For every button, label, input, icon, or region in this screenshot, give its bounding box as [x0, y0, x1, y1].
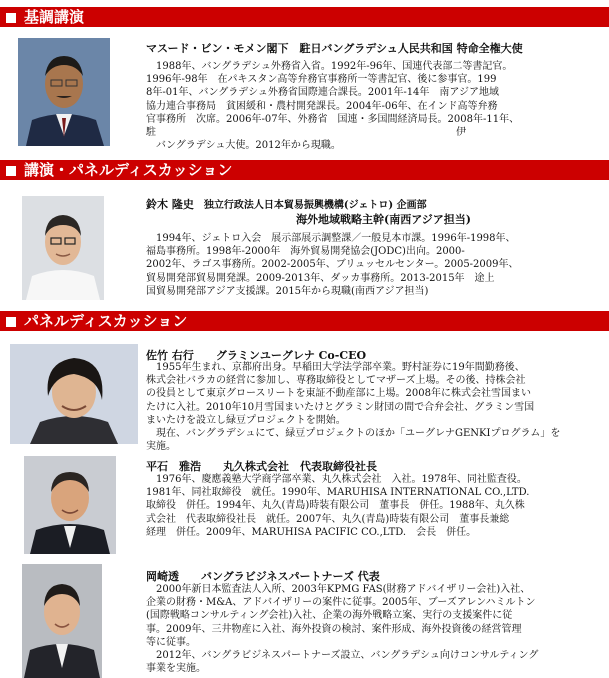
speaker-photo	[22, 564, 102, 678]
bio-line: 国貿易開発部アジア支援課。2015年から現職(南西アジア担当)	[146, 285, 429, 297]
bio-line: バングラデシュ大使。2012年から現職。	[146, 140, 341, 152]
bio-line: 経理 併任。2009年、MARUHISA PACIFIC CO.,LTD. 会長 併任。	[146, 526, 477, 538]
bio-line: 1988年、バングラデシュ外務省入省。1992年-96年、国連代表部二等書記官。	[146, 61, 513, 72]
bio-line: 企業の財務・M&A、アドバイザリーの案件に従事。2005年、ブーズアレンハミルトン	[146, 597, 536, 609]
bio-line: 株式会社バラカの経営に参加し、専務取締役としてマザーズ上場。その後、持株会社	[146, 375, 526, 387]
square-bullet-icon	[6, 13, 16, 23]
speaker-photo	[22, 196, 104, 300]
bio-line: 事。2009年、三井物産に入社、海外投資の検討、案件形成、海外投資後の経営管理	[146, 623, 522, 635]
section-header-lecture-panel	[0, 160, 609, 180]
speaker-name-jetro	[146, 196, 427, 212]
section-title: パネルディスカッション	[24, 312, 188, 330]
speaker-name: 佐竹 右行 グラミンユーグレナ Co-CEO	[146, 349, 367, 362]
bio-line: の役員として東京グロースリートを東証不動産部に上場。2008年に株式会社雪国まい	[146, 388, 531, 400]
speaker-org: 独立行政法人日本貿易振興機構(ジェトロ) 企画部	[203, 200, 427, 211]
bio-line: まいたけを設立し緑豆プロジェクトを開始。	[146, 414, 346, 426]
bio-line: 1955年生まれ、京都府出身。早稲田大学法学部卒業。野村証券に19年間勤務後、	[146, 362, 525, 373]
section-header-panel	[0, 311, 609, 331]
bio-line: 取締役 併任。1994年、丸久(青島)時装有限公司 董事長 併任。1988年、丸久株	[146, 500, 525, 512]
speaker-name: 岡崎透 バングラビジネスパートナーズ 代表	[146, 570, 380, 583]
speaker-photo	[24, 456, 116, 554]
bio-line: 1976年、慶應義塾大学商学部卒業、丸久株式会社 入社。1978年、同社監査役。	[146, 474, 527, 485]
speaker-bio	[146, 473, 529, 539]
bio-line: 式会社 代表取締役社長 就任。2007年、丸久(青島)時装有限公司 董事長兼総	[146, 513, 510, 525]
speaker-bio	[146, 232, 519, 298]
bio-line: 8年-01年、バングラデシュ外務省国際連合課長。2001年-14年 南アジア地域	[146, 87, 500, 99]
speaker-bio	[146, 583, 538, 675]
bio-line: 駐 伊	[146, 127, 466, 139]
bio-line: 等に従事。	[146, 636, 196, 648]
bio-line: 現在、バングラデシュにて、緑豆プロジェクトのほか「ユーグレナGENKIプログラム」を	[146, 428, 561, 440]
bio-line: 実施。	[146, 441, 176, 453]
bio-line: 1994年、ジェトロ入会 展示部展示調整課／一般見本市課。1996年-1998年、	[146, 233, 516, 244]
bio-line: 協力連合事務局 貧困緩和・農村開発課長。2004年-06年、在インド高等弁務	[146, 100, 498, 112]
bio-line: (国際戦略コンサルティング会社)入社、企業の海外戦略立案、実行の支援案件に従	[146, 610, 513, 622]
bio-line: 1981年、同社取締役 就任。1990年、MARUHISA INTERNATIONAL CO.,LTD.	[146, 487, 530, 499]
bio-line: 官事務所 次席。2006年-07年、外務省 国連・多国間経済局長。2008年-11年、	[146, 113, 520, 125]
speaker-photo	[10, 344, 138, 444]
bio-line: 2012年、バングラビジネスパートナーズ設立、バングラデシュ向けコンサルティング	[146, 650, 539, 662]
section-title: 基調講演	[24, 8, 85, 26]
bio-line: たけに入社。2010年10月雪国まいたけとグラミン財団の間で合弁会社、グラミン雪国	[146, 401, 535, 413]
bio-line: 2000年新日本監査法人入所、2003年KPMG FAS(財務アドバイザリー会社)入社、	[146, 584, 531, 595]
bio-line: 1996年-98年 在パキスタン高等弁務官事務所一等書記官、後に参事官。199	[146, 74, 497, 86]
section-header-keynote	[0, 7, 609, 27]
square-bullet-icon	[6, 317, 16, 327]
speaker-name: マスード・ビン・モメン閣下 駐日バングラデシュ人民共和国 特命全権大使	[146, 42, 523, 55]
bio-line: 福島事務所。1998年-2000年 海外貿易開発協会(JODC)出向。2000-	[146, 246, 465, 258]
speaker-name: 平石 雅浩 丸久株式会社 代表取締役社長	[146, 460, 377, 473]
square-bullet-icon	[6, 166, 16, 176]
speaker-name: 鈴木 隆史	[146, 198, 194, 211]
speaker-bio	[146, 361, 560, 453]
bio-line: 事業を実施。	[146, 663, 206, 675]
speaker-photo	[18, 38, 110, 146]
speaker-bio	[146, 60, 519, 152]
speaker-title: 海外地域戦略主幹(南西アジア担当)	[296, 213, 471, 226]
section-title: 講演・パネルディスカッション	[24, 161, 233, 179]
bio-line: 2002年、ラゴス事務所。2002-2005年、ブリュッセルセンター。2005-2009年、	[146, 259, 519, 271]
bio-line: 貿易開発部貿易開発課。2009-2013年、ダッカ事務所。2013-2015年 途上	[146, 272, 495, 284]
